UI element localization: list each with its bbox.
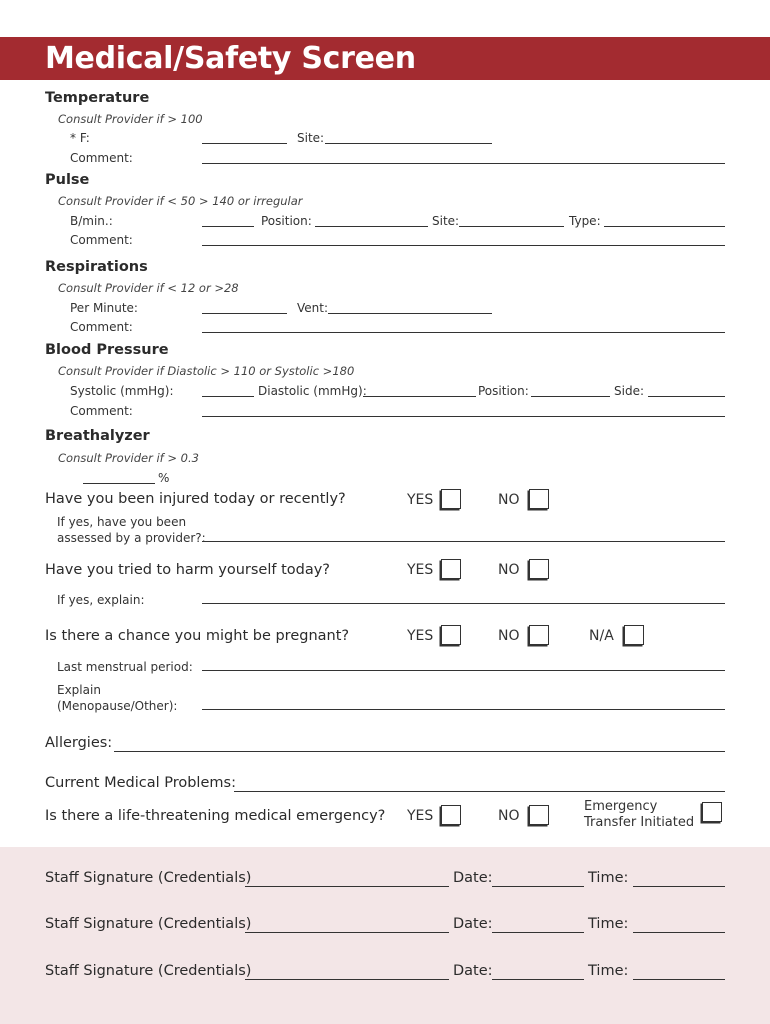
pregnant-no-label: NO bbox=[498, 628, 520, 644]
respirations-vent-field[interactable] bbox=[328, 313, 492, 314]
injured-followup-line1: If yes, have you been bbox=[57, 515, 187, 529]
harm-yes-label: YES bbox=[407, 562, 434, 578]
pulse-comment-label: Comment: bbox=[70, 233, 133, 247]
bp-side-field[interactable] bbox=[648, 396, 725, 397]
pulse-bpm-field[interactable] bbox=[202, 226, 254, 227]
blood-pressure-heading: Blood Pressure bbox=[45, 342, 169, 358]
date-label-1: Date: bbox=[453, 870, 493, 886]
temperature-heading: Temperature bbox=[45, 90, 150, 106]
time-label-3: Time: bbox=[588, 963, 629, 979]
injured-no-label: NO bbox=[498, 492, 520, 508]
respirations-hint: Consult Provider if < 12 or >28 bbox=[58, 281, 239, 295]
injured-no-checkbox[interactable] bbox=[529, 489, 549, 509]
date-field-1[interactable] bbox=[492, 886, 584, 887]
current-problems-field[interactable] bbox=[234, 791, 725, 792]
blood-pressure-hint: Consult Provider if Diastolic > 110 or Systolic >180 bbox=[58, 364, 355, 378]
respirations-per-minute-field[interactable] bbox=[202, 313, 287, 314]
breathalyzer-field[interactable] bbox=[83, 483, 155, 484]
injured-yes-checkbox[interactable] bbox=[441, 489, 461, 509]
breathalyzer-hint: Consult Provider if > 0.3 bbox=[58, 451, 199, 465]
harm-no-checkbox[interactable] bbox=[529, 559, 549, 579]
allergies-field[interactable] bbox=[114, 751, 725, 752]
signature-label-1: Staff Signature (Credentials) bbox=[45, 870, 252, 886]
diastolic-label: Diastolic (mmHg): bbox=[258, 384, 367, 398]
signature-field-3[interactable] bbox=[245, 979, 449, 980]
pulse-heading: Pulse bbox=[45, 172, 90, 188]
page-title: Medical/Safety Screen bbox=[45, 41, 416, 76]
pulse-site-label: Site: bbox=[432, 214, 460, 228]
injured-followup-field[interactable] bbox=[202, 541, 725, 542]
emergency-yes-label: YES bbox=[407, 808, 434, 824]
respirations-comment-field[interactable] bbox=[202, 332, 725, 333]
harm-followup-field[interactable] bbox=[202, 603, 725, 604]
bp-position-field[interactable] bbox=[531, 396, 610, 397]
injured-followup-line2: assessed by a provider?: bbox=[57, 531, 206, 545]
temperature-f-label: * F: bbox=[70, 131, 90, 145]
diastolic-field[interactable] bbox=[363, 396, 476, 397]
emergency-question: Is there a life-threatening medical emergency? bbox=[45, 808, 386, 824]
date-field-2[interactable] bbox=[492, 932, 584, 933]
signature-label-3: Staff Signature (Credentials) bbox=[45, 963, 252, 979]
allergies-label: Allergies: bbox=[45, 735, 113, 751]
temperature-comment-field[interactable] bbox=[202, 163, 725, 164]
pregnant-no-checkbox[interactable] bbox=[529, 625, 549, 645]
time-field-2[interactable] bbox=[633, 932, 725, 933]
signature-field-1[interactable] bbox=[245, 886, 449, 887]
bp-comment-field[interactable] bbox=[202, 416, 725, 417]
systolic-field[interactable] bbox=[202, 396, 254, 397]
pulse-position-field[interactable] bbox=[315, 226, 428, 227]
pulse-type-label: Type: bbox=[569, 214, 601, 228]
emergency-yes-checkbox[interactable] bbox=[441, 805, 461, 825]
bp-comment-label: Comment: bbox=[70, 404, 133, 418]
respirations-vent-label: Vent: bbox=[297, 301, 329, 315]
pulse-comment-field[interactable] bbox=[202, 245, 725, 246]
explain-field[interactable] bbox=[202, 709, 725, 710]
harm-followup-label: If yes, explain: bbox=[57, 593, 145, 607]
temperature-comment-label: Comment: bbox=[70, 151, 133, 165]
explain-line1: Explain bbox=[57, 683, 101, 697]
pulse-site-field[interactable] bbox=[459, 226, 564, 227]
temperature-hint: Consult Provider if > 100 bbox=[58, 112, 203, 126]
date-field-3[interactable] bbox=[492, 979, 584, 980]
pregnant-question: Is there a chance you might be pregnant? bbox=[45, 628, 350, 644]
time-label-1: Time: bbox=[588, 870, 629, 886]
date-label-2: Date: bbox=[453, 916, 493, 932]
pregnant-na-checkbox[interactable] bbox=[624, 625, 644, 645]
emergency-no-label: NO bbox=[498, 808, 520, 824]
current-problems-label: Current Medical Problems: bbox=[45, 775, 236, 791]
pulse-hint: Consult Provider if < 50 > 140 or irregular bbox=[58, 194, 303, 208]
lmp-field[interactable] bbox=[202, 670, 725, 671]
emergency-no-checkbox[interactable] bbox=[529, 805, 549, 825]
harm-question: Have you tried to harm yourself today? bbox=[45, 562, 330, 578]
pulse-position-label: Position: bbox=[261, 214, 312, 228]
bp-position-label: Position: bbox=[478, 384, 529, 398]
pulse-bpm-label: B/min.: bbox=[70, 214, 113, 228]
temperature-site-label: Site: bbox=[297, 131, 325, 145]
breathalyzer-heading: Breathalyzer bbox=[45, 428, 150, 444]
date-label-3: Date: bbox=[453, 963, 493, 979]
signature-label-2: Staff Signature (Credentials) bbox=[45, 916, 252, 932]
temperature-f-field[interactable] bbox=[202, 143, 287, 144]
time-field-1[interactable] bbox=[633, 886, 725, 887]
pregnant-yes-label: YES bbox=[407, 628, 434, 644]
signature-field-2[interactable] bbox=[245, 932, 449, 933]
bp-side-label: Side: bbox=[614, 384, 644, 398]
temperature-site-field[interactable] bbox=[325, 143, 492, 144]
respirations-comment-label: Comment: bbox=[70, 320, 133, 334]
harm-yes-checkbox[interactable] bbox=[441, 559, 461, 579]
respirations-per-minute-label: Per Minute: bbox=[70, 301, 138, 315]
pregnant-yes-checkbox[interactable] bbox=[441, 625, 461, 645]
time-field-3[interactable] bbox=[633, 979, 725, 980]
lmp-label: Last menstrual period: bbox=[57, 660, 193, 674]
systolic-label: Systolic (mmHg): bbox=[70, 384, 174, 398]
respirations-heading: Respirations bbox=[45, 259, 148, 275]
harm-no-label: NO bbox=[498, 562, 520, 578]
breathalyzer-unit: % bbox=[158, 471, 170, 485]
transfer-checkbox[interactable] bbox=[702, 802, 722, 822]
explain-line2: (Menopause/Other): bbox=[57, 699, 178, 713]
pulse-type-field[interactable] bbox=[604, 226, 725, 227]
time-label-2: Time: bbox=[588, 916, 629, 932]
pregnant-na-label: N/A bbox=[589, 628, 614, 644]
injured-question: Have you been injured today or recently? bbox=[45, 491, 346, 507]
transfer-label-line2: Transfer Initiated bbox=[584, 815, 695, 830]
transfer-label-line1: Emergency bbox=[584, 799, 658, 814]
injured-yes-label: YES bbox=[407, 492, 434, 508]
